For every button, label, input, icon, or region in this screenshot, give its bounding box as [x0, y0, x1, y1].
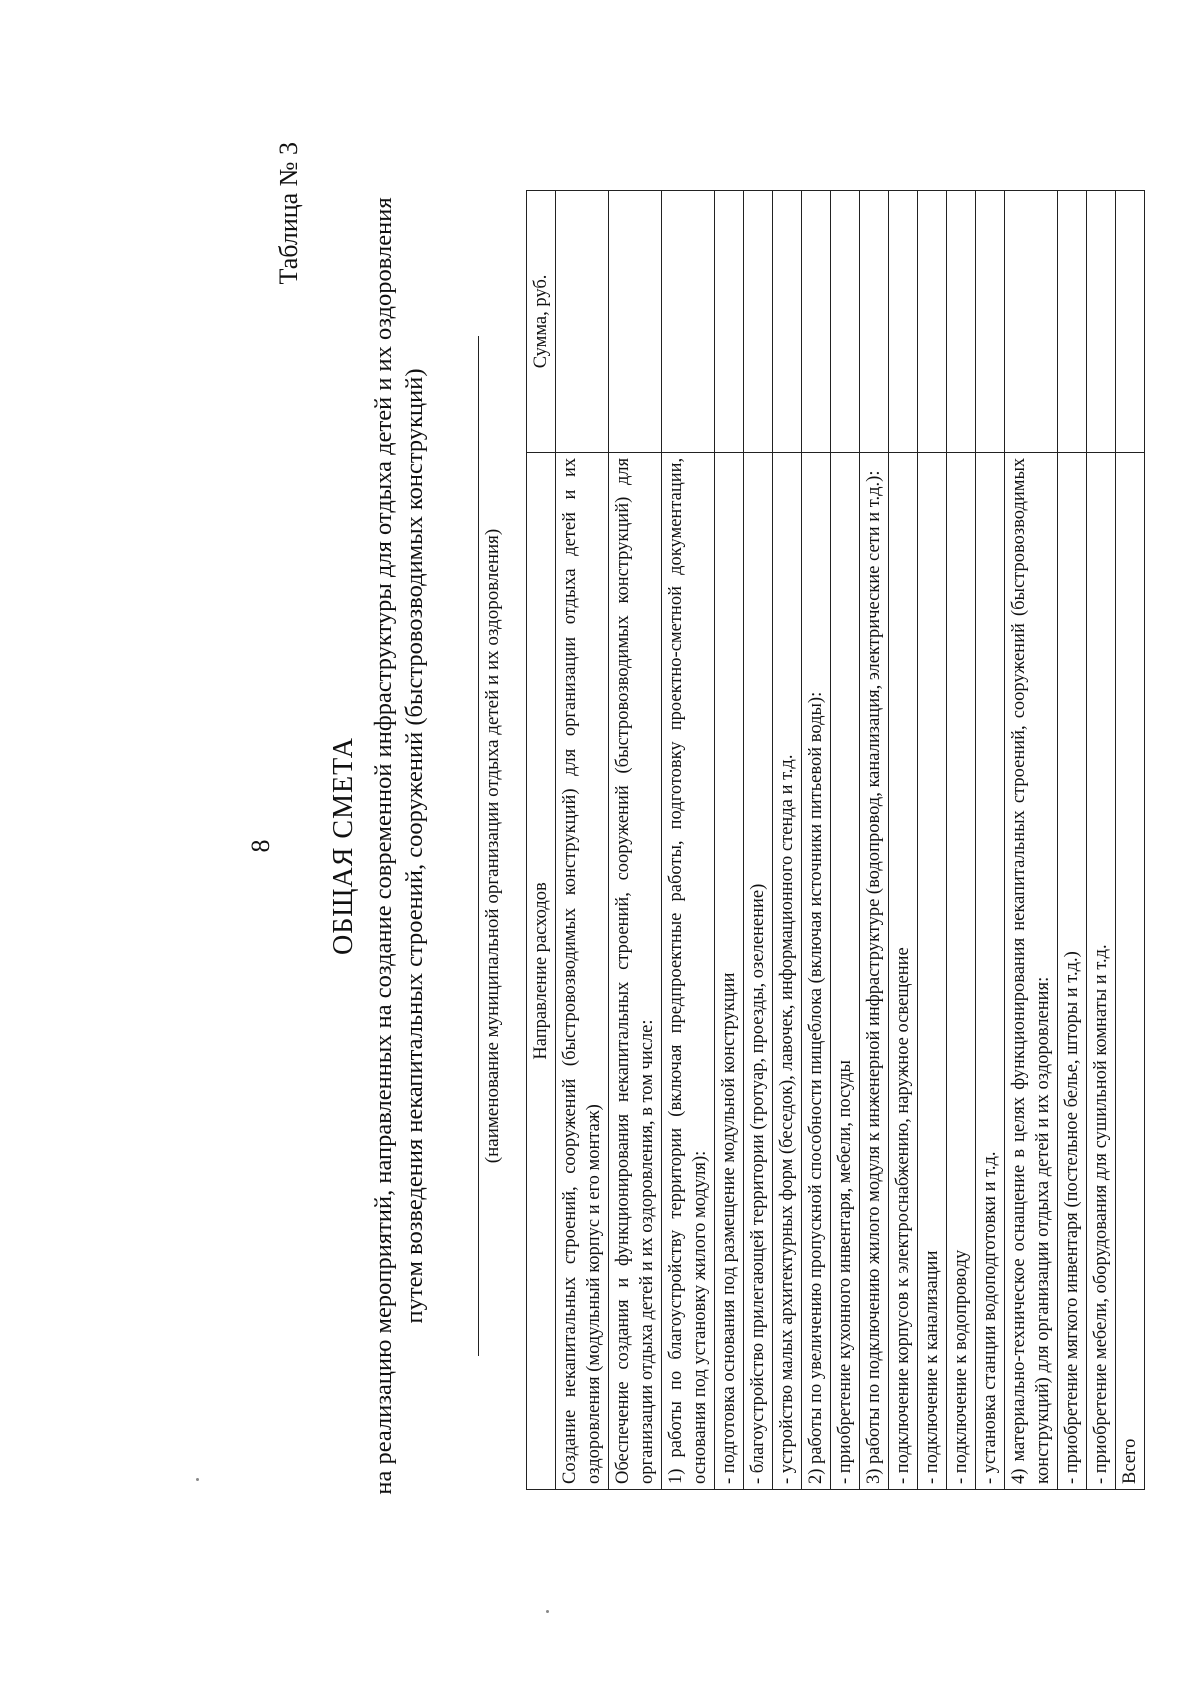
- table-row: [889, 191, 918, 1490]
- row-sum: [860, 191, 889, 453]
- row-direction: 2) работы по увеличению пропускной способности пищеблока (включая источники питьевой воды):: [802, 452, 831, 1489]
- row-direction: 1) работы по благоустройству территории (включая предпроектные работы, подготовку проектно-сметной документации, основания под установку жилого модуля):: [662, 452, 715, 1489]
- row-direction: - приобретение мебели, оборудования для сушильной комнаты и т.д.: [1087, 452, 1116, 1489]
- table-row: [662, 191, 715, 1490]
- row-sum: [889, 191, 918, 453]
- row-direction: - подключение корпусов к электроснабжению, наружное освещение: [889, 452, 918, 1489]
- row-sum: [1116, 191, 1145, 453]
- row-sum: [831, 191, 860, 453]
- row-sum: [947, 191, 976, 453]
- document-subtitle: на реализацию мероприятий, направленных на создание современной инфраструктуры для отдыха детей и их оздоровления путем возведения некапитальных строений, сооружений (быстровозводимых конструкций): [370, 197, 428, 1495]
- row-sum: [609, 191, 662, 453]
- row-direction: - приобретение кухонного инвентаря, мебели, посуды: [831, 452, 860, 1489]
- row-direction: - подготовка основания под размещение модульной конструкции: [715, 452, 744, 1489]
- row-sum: [918, 191, 947, 453]
- row-direction: - установка станции водоподготовки и т.д.: [976, 452, 1005, 1489]
- row-direction: - приобретение мягкого инвентаря (постельное белье, шторы и т.д.): [1058, 452, 1087, 1489]
- table-row: [802, 191, 831, 1490]
- table-row: [715, 191, 744, 1490]
- row-direction: 3) работы по подключению жилого модуля к инженерной инфраструктуре (водопровод, канализация, электрические сети и т.д.):: [860, 452, 889, 1489]
- row-direction: - подключение к водопроводу: [947, 452, 976, 1489]
- table-label: Таблица № 3: [274, 142, 303, 285]
- row-sum: [662, 191, 715, 453]
- row-sum: [744, 191, 773, 453]
- row-direction: Обеспечение создания и функционирования некапитальных строений, сооружений (быстровозводимых конструкций) для организации отдыха детей и их оздоровления, в том числе:: [609, 452, 662, 1489]
- table-row: [1087, 191, 1116, 1490]
- estimate-table: [526, 190, 1145, 1490]
- table-row: [860, 191, 889, 1490]
- row-direction: - подключение к канализации: [918, 452, 947, 1489]
- table-row: [947, 191, 976, 1490]
- scan-speck: [196, 1478, 199, 1481]
- header-sum: Сумма, руб.: [527, 191, 556, 453]
- scan-speck: [546, 1610, 549, 1613]
- rotated-page: [200, 106, 1140, 1586]
- table-row: [831, 191, 860, 1490]
- row-sum: [556, 191, 609, 453]
- row-sum: [976, 191, 1005, 453]
- table-row: [556, 191, 609, 1490]
- table-header-row: [527, 191, 556, 1490]
- row-direction: Создание некапитальных строений, сооружений (быстровозводимых конструкций) для организации отдыха детей и их оздоровления (модульный корпус и его монтаж): [556, 452, 609, 1489]
- row-direction: 4) материально-техническое оснащение в целях функционирования некапитальных строений, сооружений (быстровозводимых конструкций) для организации отдыха детей и их оздоровления:: [1005, 452, 1058, 1489]
- row-sum: [715, 191, 744, 453]
- row-sum: [1087, 191, 1116, 453]
- table-row: [1058, 191, 1087, 1490]
- row-sum: [1058, 191, 1087, 453]
- table-row: [744, 191, 773, 1490]
- row-sum: [773, 191, 802, 453]
- page-number: 8: [246, 839, 275, 853]
- document-title: ОБЩАЯ СМЕТА: [328, 736, 359, 956]
- row-direction: - устройство малых архитектурных форм (беседок), лавочек, информационного стенда и т.д.: [773, 452, 802, 1489]
- row-direction: Всего: [1116, 452, 1145, 1489]
- header-direction: Направление расходов: [527, 452, 556, 1489]
- organization-name-line: [478, 336, 479, 1356]
- table-row: [976, 191, 1005, 1490]
- row-direction: - благоустройство прилегающей территории (тротуар, проезды, озеленение): [744, 452, 773, 1489]
- organization-caption: (наименование муниципальной организации отдыха детей и их оздоровления): [482, 528, 503, 1164]
- row-sum: [1005, 191, 1058, 453]
- table-row: [609, 191, 662, 1490]
- table-row: [1005, 191, 1058, 1490]
- table-row: [918, 191, 947, 1490]
- row-sum: [802, 191, 831, 453]
- table-row-total: [1116, 191, 1145, 1490]
- table-row: [773, 191, 802, 1490]
